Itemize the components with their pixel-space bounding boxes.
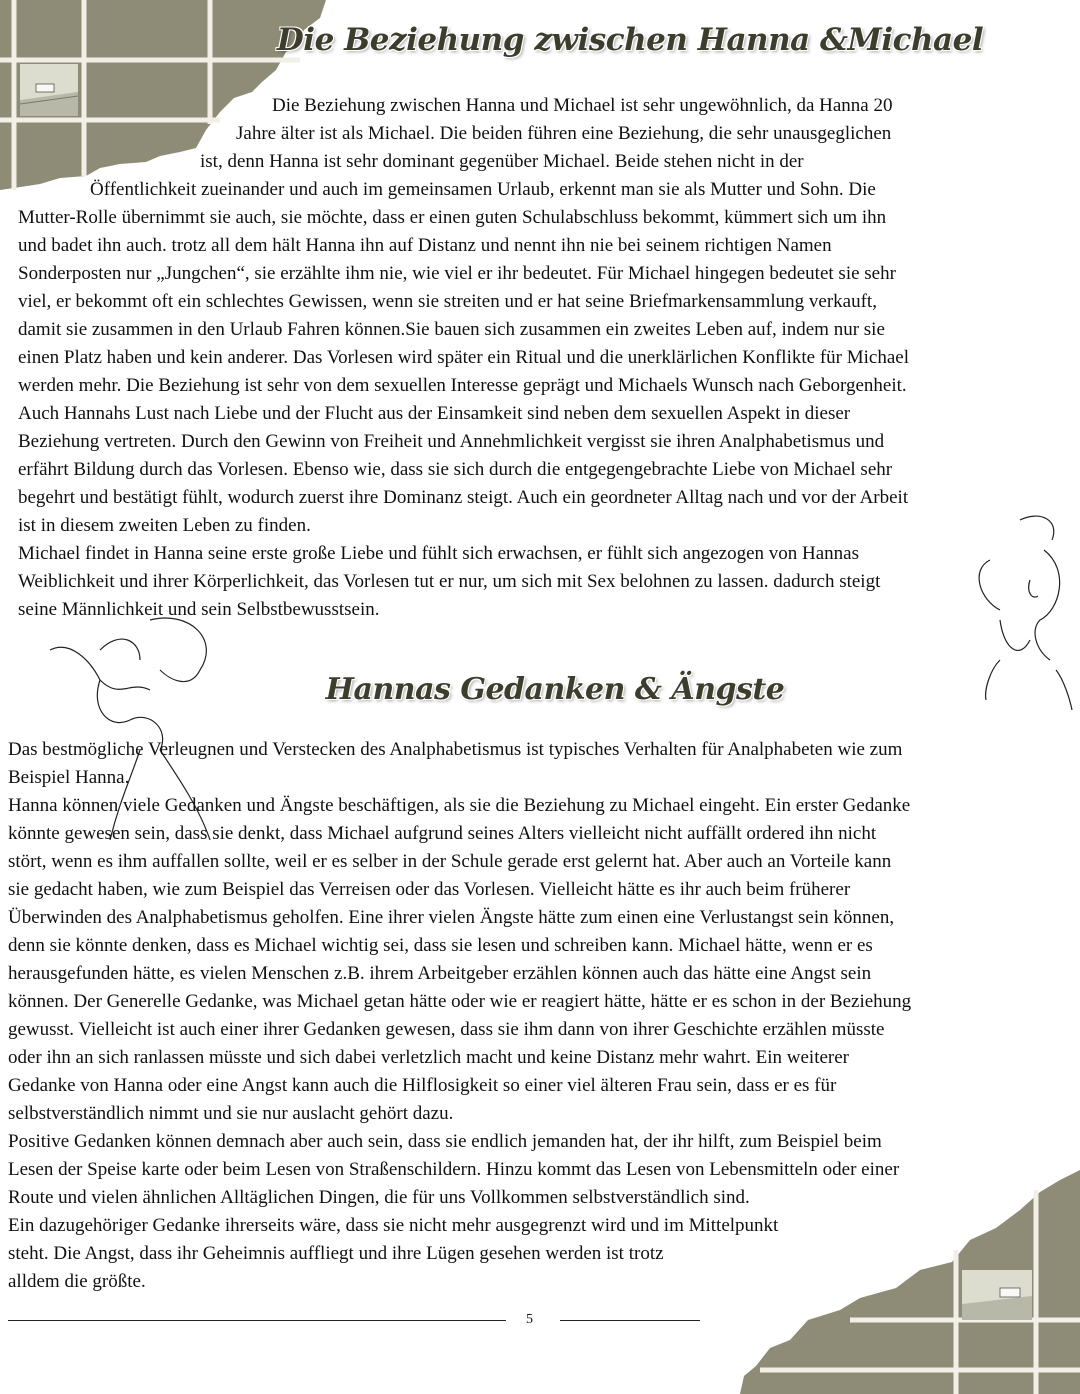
body-line: Beispiel Hanna. <box>8 767 130 788</box>
car-photo-top <box>20 64 78 116</box>
body-line: Mutter-Rolle übernimmt sie auch, sie möchte, dass er einen guten Schulabschluss bekommt, kümmert sich um ihn <box>18 207 887 228</box>
footer-rule-right <box>560 1320 700 1321</box>
body-line: könnte gewesen sein, dass sie denkt, dass Michael aufgrund seines Alters vielleicht nicht auffällt ordered ihn nicht <box>8 823 877 844</box>
body-line: viel, er bekommt oft ein schlechtes Gewissen, wenn sie streiten und er hat seine Briefmarkensammlung verkauft, <box>18 291 877 312</box>
body-line: Beziehung vertreten. Durch den Gewinn von Freiheit und Annehmlichkeit vergisst sie ihren Analphabetismus und <box>18 431 885 452</box>
body-line: einen Platz haben und kein anderer. Das Vorlesen wird später ein Ritual und die unerklärlichen Konflikte für Michael <box>18 347 909 368</box>
body-line: damit sie zusammen in den Urlaub Fahren können.Sie bauen sich zusammen ein zweites Leben auf, indem nur sie <box>18 319 885 340</box>
body-line: Ein dazugehöriger Gedanke ihrerseits wäre, dass sie nicht mehr ausgegrenzt wird und im Mittelpunkt <box>8 1215 779 1236</box>
body-line: Michael findet in Hanna seine erste große Liebe und fühlt sich erwachsen, er fühlt sich angezogen von Hannas <box>18 543 859 564</box>
footer-rule-left <box>8 1320 506 1321</box>
page-number: 5 <box>526 1312 533 1327</box>
body-line: steht. Die Angst, dass ihr Geheimnis auffliegt und ihre Lügen gesehen werden ist trotz <box>8 1243 664 1264</box>
body-line: und badet ihn auch. trotz all dem hält Hanna ihn auf Distanz und nennt ihn nie bei seinem richtigen Namen <box>18 235 832 256</box>
body-line: Weiblichkeit und ihrer Körperlichkeit, das Vorlesen tut er nur, um sich mit Sex belohnen zu lassen. dadurch steigt <box>18 571 881 592</box>
body-line: Route und vielen ähnlichen Alltäglichen Dingen, die für uns Vollkommen selbstverständlich sind. <box>8 1187 750 1208</box>
body-line: gewusst. Vielleicht ist auch einer ihrer Gedanken gewesen, dass sie ihm dann von ihrer Geschichte erzählen müsste <box>8 1019 885 1040</box>
body-line: denn sie könnte denken, dass es Michael wichtig sei, dass sie lesen und schreiben kann. Michael hätte, wenn er es <box>8 935 873 956</box>
body-line: Sonderposten nur „Jungchen“, sie erzählte ihm nie, wie viel er ihr bedeutet. Für Michael hingegen bedeutet sie sehr <box>18 263 896 284</box>
body-line: alldem die größte. <box>8 1271 146 1292</box>
body-line: Lesen der Speise karte oder beim Lesen von Straßenschildern. Hinzu kommt das Lesen von Lebensmitteln oder einer <box>8 1159 900 1180</box>
section-title-gedanken: Hannas Gedanken & Ängste <box>325 672 785 707</box>
body-line: oder ihn an sich ranlassen müsste und sich dabei verletzlich macht und keine Distanz mehr wahrt. Ein weiterer <box>8 1047 850 1068</box>
section-title-beziehung: Die Beziehung zwischen Hanna &Michael <box>276 22 984 58</box>
car-photo-bottom <box>962 1270 1032 1320</box>
body-line: Das bestmögliche Verleugnen und Verstecken des Analphabetismus ist typisches Verhalten für Analphabeten wie zum <box>8 739 903 760</box>
body-line: Positive Gedanken können demnach aber auch sein, dass sie endlich jemanden hat, der ihr hilft, zum Beispiel beim <box>8 1131 882 1152</box>
body-line: Öffentlichkeit zueinander und auch im gemeinsamen Urlaub, erkennt man sie als Mutter und Sohn. Die <box>90 179 876 200</box>
body-line: ist in diesem zweiten Leben zu finden. <box>18 515 311 536</box>
body-line: seine Männlichkeit und sein Selbstbewusstsein. <box>18 599 380 620</box>
body-line: Hanna können viele Gedanken und Ängste beschäftigen, als sie die Beziehung zu Michael eingeht. Ein erster Gedanke <box>8 795 911 816</box>
body-line: sie gedacht haben, wie zum Beispiel das Verreisen oder das Vorlesen. Vielleicht hätte es ihr auch beim früherer <box>8 879 851 900</box>
bottom-right-decoration <box>700 1170 1080 1394</box>
body-line: begehrt und bestätigt fühlt, wodurch zuerst ihre Dominanz steigt. Auch ein geordneter Alltag nach und vor der Arbeit <box>18 487 909 508</box>
body-line: herausgefunden hätte, es vielen Menschen z.B. ihrem Arbeitgeber erzählen können auch das hätte eine Angst sein <box>8 963 872 984</box>
body-line: können. Der Generelle Gedanke, was Michael getan hätte oder wie er reagiert hätte, hätte er es schon in der Beziehung <box>8 991 912 1012</box>
body-line: stört, wenn es ihm auffallen sollte, weil er es selber in der Schule gerade erst gelernt hat. Aber auch an Vorteile kann <box>8 851 892 872</box>
body-line: werden mehr. Die Beziehung ist sehr von dem sexuellen Interesse geprägt und Michaels Wunsch nach Geborgenheit. <box>18 375 907 396</box>
body-line: Gedanke von Hanna oder eine Angst kann auch die Hilflosigkeit so einer viel älteren Frau sein, dass er es für <box>8 1075 837 1096</box>
body-line: Überwinden des Analphabetismus geholfen. Eine ihrer vielen Ängste hätte zum einen eine Verlustangst sein können, <box>8 907 895 928</box>
body-line: Die Beziehung zwischen Hanna und Michael ist sehr ungewöhnlich, da Hanna 20 <box>272 95 893 116</box>
body-line: Auch Hannahs Lust nach Liebe und der Flucht aus der Einsamkeit sind neben dem sexuellen Aspekt in dieser <box>18 403 851 424</box>
body-line: erfährt Bildung durch das Vorlesen. Ebenso wie, dass sie sich durch die entgegengebrachte Liebe von Michael sehr <box>18 459 893 480</box>
body-line: selbstverständlich nimmt und sie nur auslacht gehört dazu. <box>8 1103 454 1124</box>
body-line: ist, denn Hanna ist sehr dominant gegenüber Michael. Beide stehen nicht in der <box>200 151 804 172</box>
body-line: Jahre älter ist als Michael. Die beiden führen eine Beziehung, die sehr unausgeglichen <box>236 123 892 144</box>
